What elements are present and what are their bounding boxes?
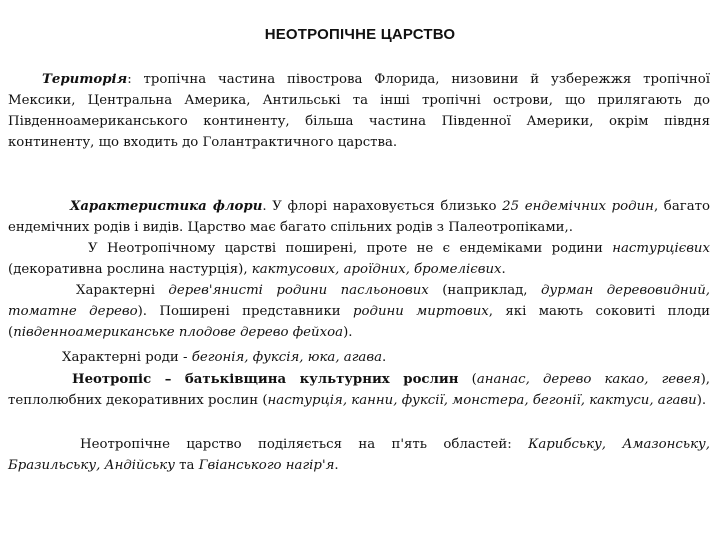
emphasis: настурцієвих [612, 241, 710, 256]
paragraph-families [8, 238, 710, 280]
emphasis: настурція, канни, фуксії, монстера, бегонії, кактуси, агави [267, 393, 697, 408]
emphasis: Карибську, Амазонську, Бразильську, Андійську [8, 437, 710, 473]
emphasis: родини миртових [353, 304, 489, 319]
text: (декоративна рослина настурція), [8, 262, 252, 277]
emphasis: кактусових, ароїдних, бромелієвих [251, 262, 502, 277]
paragraph-tree-families [8, 280, 710, 343]
paragraph-regions [8, 434, 710, 476]
text: , які мають соковиті плоди ( [8, 304, 710, 340]
text: . [382, 350, 387, 365]
text: (наприклад, [428, 283, 541, 298]
text: ). [696, 393, 707, 408]
text: . У флорі нараховується близько [262, 199, 503, 214]
text: ( [458, 372, 477, 387]
text: ), теплолюбних декоративних рослин ( [8, 372, 711, 408]
paragraph-genera [8, 347, 710, 368]
emphasis: Гвіанського нагір'я [198, 458, 335, 473]
text: Неотропічне царство поділяється на п'ять областей: [80, 437, 529, 452]
text: , багато ендемічних родів і видів. Царство має багато спільних родів з Палеотропіками,. [8, 199, 710, 235]
emphasis: південноамериканське плодове дерево фейхоа [13, 325, 344, 340]
text: . [501, 262, 506, 277]
text: ). Поширені представники [137, 304, 354, 319]
paragraph-cultivated-plants [8, 369, 710, 411]
text: та [174, 458, 199, 473]
emphasis: 25 ендемічних родин [502, 199, 654, 214]
term-territory: Територія [42, 72, 128, 87]
page-title: НЕОТРОПІЧНЕ ЦАРСТВО [264, 26, 456, 43]
text: . [334, 458, 339, 473]
emphasis: ананас, дерево какао, гевея [476, 372, 701, 387]
text: Характерні роди - [62, 350, 192, 365]
text: ). [343, 325, 353, 340]
paragraph-flora [8, 196, 710, 238]
emphasis: бегонія, фуксія, юка, агава [191, 350, 383, 365]
text: У Неотропічному царстві поширені, проте не є ендеміками родини [88, 241, 613, 256]
emphasis: дурман деревовидний, томатне дерево [8, 283, 710, 319]
emphasis: дерев'янисті родини пасльонових [168, 283, 429, 298]
text: : тропічна частина півострова Флорида, низовини й узбережжя тропічної Мексики, Центральна Америка, Антильські та інші тропічні острови, що прилягають до Південноамериканського континенту, більша частина Південної Америки, окрім півдня континенту, що входить до Голантрактичного царства. [8, 72, 710, 150]
paragraph-territory [8, 69, 710, 153]
text: Характерні [76, 283, 169, 298]
bold-statement: Неотропіс – батьківщина культурних рослин [72, 372, 459, 387]
term-flora: Характеристика флори [70, 199, 263, 214]
